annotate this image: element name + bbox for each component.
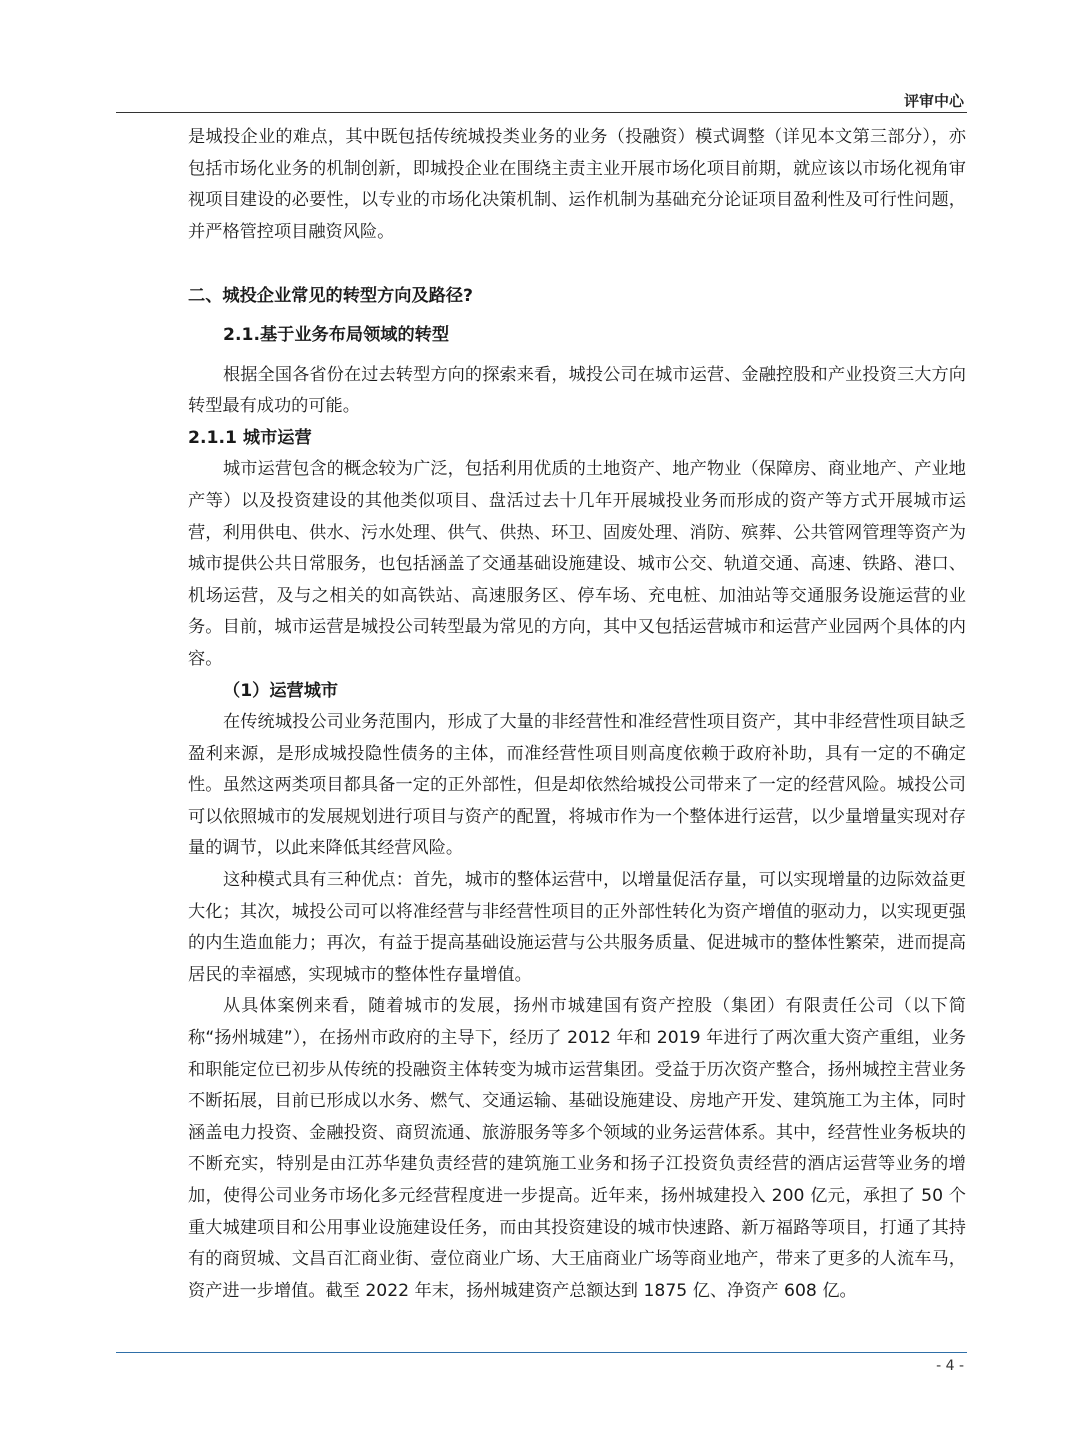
paragraph-transformation-directions: 根据全国各省份在过去转型方向的探索来看，城投公司在城市运营、金融控股和产业投资三大方向转型最有成功的可能。 xyxy=(188,364,966,417)
paragraph-three-advantages: 这种模式具有三种优点：首先，城市的整体运营中，以增量促活存量，可以实现增量的边际效益更大化；其次，城投公司可以将准经营与非经营性项目的正外部性转化为资产增值的驱动力，以实现更强的内生造血能力；再次，有益于提高基础设施运营与公共服务质量、促进城市的整体性繁荣，进而提高居民的幸福感，实现城市的整体性存量增值。 xyxy=(188,870,966,985)
paragraph-continuation: 是城投企业的难点，其中既包括传统城投类业务的业务（投融资）模式调整（详见本文第三部分），亦包括市场化业务的机制创新，即城投企业在围绕主责主业开展市场化项目前期，就应该以市场化视角审视项目建设的必要性，以专业的市场化决策机制、运作机制为基础充分论证项目盈利性及可行性问题，并严格管控项目融资风险。 xyxy=(188,127,966,242)
page-number: - 4 - xyxy=(936,1358,964,1374)
header-label: 评审中心 xyxy=(903,92,964,110)
footer-rule xyxy=(116,1352,967,1353)
section-heading-2-1-1: 2.1.1 城市运营 xyxy=(188,427,312,448)
header-rule xyxy=(116,112,967,113)
section-heading-2: 二、城投企业常见的转型方向及路径? xyxy=(188,286,473,307)
paragraph-yangzhou-case: 从具体案例来看，随着城市的发展，扬州市城建国有资产控股（集团）有限责任公司（以下简称“扬州城建”），在扬州市政府的主导下，经历了 2012 年和 2019 年进行了两次重大资产重组，业务和职能定位已初步从传统的投融资主体转变为城市运营集团。受益于历次资产整合，扬州城控主营业务不断拓展，目前已形成以水务、燃气、交通运输、基础设施建设、房地产开发、建筑施工为主体，同时涵盖电力投资、金融投资、商贸流通、旅游服务等多个领域的业务运营体系。其中，经营性业务板块的不断充实，特别是由江苏华建负责经营的建筑施工业务和扬子江投资负责经营的酒店运营等业务的增加，使得公司业务市场化多元经营程度进一步提高。近年来，扬州城建投入 200 亿元，承担了 50 个重大城建项目和公用事业设施建设任务，而由其投资建设的城市快速路、新万福路等项目，打通了其持有的商贸城、文昌百汇商业街、壹位商业广场、大王庙商业广场等商业地产，带来了更多的人流车马，资产进一步增值。截至 2022 年末，扬州城建资产总额达到 1875 亿、净资产 608 亿。 xyxy=(188,996,966,1301)
section-heading-2-1: 2.1.基于业务布局领域的转型 xyxy=(223,324,450,345)
document-body xyxy=(188,122,966,1307)
paragraph-city-operation: 城市运营包含的概念较为广泛，包括利用优质的土地资产、地产物业（保障房、商业地产、产业地产等）以及投资建设的其他类似项目、盘活过去十几年开展城投业务而形成的资产等方式开展城市运营，利用供电、供水、污水处理、供气、供热、环卫、固废处理、消防、殡葬、公共管网管理等资产为城市提供公共日常服务，也包括涵盖了交通基础设施建设、城市公交、轨道交通、高速、铁路、港口、机场运营，及与之相关的如高铁站、高速服务区、停车场、充电桩、加油站等交通服务设施运营的业务。目前，城市运营是城投公司转型最为常见的方向，其中又包括运营城市和运营产业园两个具体的内容。 xyxy=(188,459,966,669)
subheading-operate-city: （1）运营城市 xyxy=(223,680,339,701)
paragraph-project-assets: 在传统城投公司业务范围内，形成了大量的非经营性和准经营性项目资产，其中非经营性项目缺乏盈利来源，是形成城投隐性债务的主体，而准经营性项目则高度依赖于政府补助，具有一定的不确定性。虽然这两类项目都具备一定的正外部性，但是却依然给城投公司带来了一定的经营风险。城投公司可以依照城市的发展规划进行项目与资产的配置，将城市作为一个整体进行运营，以少量增量实现对存量的调节，以此来降低其经营风险。 xyxy=(188,712,966,859)
